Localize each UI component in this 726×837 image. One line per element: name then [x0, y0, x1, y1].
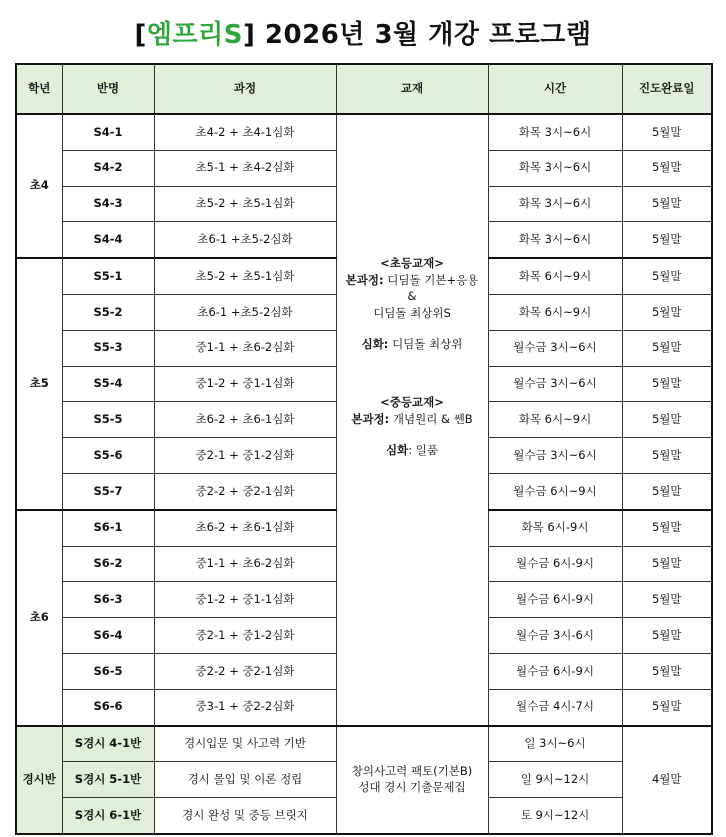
class-cell: S4-4: [62, 222, 154, 258]
class-cell: S6-4: [62, 618, 154, 654]
page-title: [엠프리S] 2026년 3월 개강 프로그램: [134, 20, 592, 50]
class-cell: S경시 5-1반: [62, 762, 154, 798]
mid-book-heading: <중등교재>: [380, 395, 444, 410]
time-cell: 월수금 4시-7시: [488, 689, 622, 725]
completion-cell: 5월말: [622, 689, 712, 725]
class-cell: S4-2: [62, 150, 154, 186]
completion-cell: 5월말: [622, 402, 712, 438]
grade-cell-g5: 초5: [16, 258, 62, 510]
class-cell: S5-3: [62, 330, 154, 366]
header-textbook: 교재: [336, 64, 488, 114]
time-cell: 화목 6시~9시: [488, 258, 622, 294]
table-row: [16, 726, 712, 762]
class-cell: S5-7: [62, 473, 154, 509]
course-cell: 중1-2 + 중1-1심화: [154, 582, 336, 618]
course-cell: 초5-1 + 초4-2심화: [154, 150, 336, 186]
course-cell: 초6-2 + 초6-1심화: [154, 510, 336, 546]
class-cell: S6-5: [62, 653, 154, 689]
completion-cell: 5월말: [622, 186, 712, 222]
time-cell: 화목 6시-9시: [488, 510, 622, 546]
completion-cell: 5월말: [622, 258, 712, 294]
time-cell: 화목 3시~6시: [488, 114, 622, 150]
time-cell: 월수금 3시-6시: [488, 618, 622, 654]
elem-book-heading: <초등교재>: [380, 256, 444, 271]
grade-cell-g6: 초6: [16, 510, 62, 726]
class-cell: S4-3: [62, 186, 154, 222]
course-cell: 초6-1 +초5-2심화: [154, 294, 336, 330]
course-cell: 중2-1 + 중1-2심화: [154, 618, 336, 654]
competition-textbook-cell: 창의사고력 팩토(기본B) 성대 경시 기출문제집: [336, 726, 488, 834]
course-cell: 초5-2 + 초5-1심화: [154, 258, 336, 294]
course-cell: 중1-2 + 중1-1심화: [154, 366, 336, 402]
course-cell: 초6-1 +초5-2심화: [154, 222, 336, 258]
time-cell: 월수금 6시-9시: [488, 546, 622, 582]
class-cell: S5-4: [62, 366, 154, 402]
course-cell: 초5-2 + 초5-1심화: [154, 186, 336, 222]
class-cell: S6-3: [62, 582, 154, 618]
course-cell: 중1-1 + 초6-2심화: [154, 546, 336, 582]
completion-cell: 5월말: [622, 618, 712, 654]
brand-name: 엠프리S: [146, 20, 243, 50]
class-cell: S6-6: [62, 689, 154, 725]
class-cell: S6-1: [62, 510, 154, 546]
time-cell: 화목 6시~9시: [488, 402, 622, 438]
grade-cell-competition: 경시반: [16, 726, 62, 834]
course-cell: 경시 몰입 및 이론 정립: [154, 762, 336, 798]
time-cell: 일 9시~12시: [488, 762, 622, 798]
time-cell: 월수금 3시~6시: [488, 366, 622, 402]
class-cell: S경시 4-1반: [62, 726, 154, 762]
completion-cell: 5월말: [622, 653, 712, 689]
completion-cell: 5월말: [622, 366, 712, 402]
completion-cell: 5월말: [622, 222, 712, 258]
header-course: 과정: [154, 64, 336, 114]
schedule-table: [15, 63, 713, 835]
header-time: 시간: [488, 64, 622, 114]
table-row: [16, 114, 712, 150]
class-cell: S4-1: [62, 114, 154, 150]
course-cell: 중2-2 + 중2-1심화: [154, 653, 336, 689]
time-cell: 월수금 3시~6시: [488, 438, 622, 474]
course-cell: 초4-2 + 초4-1심화: [154, 114, 336, 150]
header-row: [16, 64, 712, 114]
completion-cell: 5월말: [622, 473, 712, 509]
course-cell: 초6-2 + 초6-1심화: [154, 402, 336, 438]
class-cell: S5-6: [62, 438, 154, 474]
completion-cell: 5월말: [622, 114, 712, 150]
course-cell: 경시입문 및 사고력 기반: [154, 726, 336, 762]
class-cell: S5-2: [62, 294, 154, 330]
course-cell: 중2-1 + 중1-2심화: [154, 438, 336, 474]
time-cell: 화목 3시~6시: [488, 150, 622, 186]
time-cell: 월수금 6시~9시: [488, 473, 622, 509]
time-cell: 월수금 6시-9시: [488, 653, 622, 689]
completion-cell: 5월말: [622, 294, 712, 330]
header-grade: 학년: [16, 64, 62, 114]
completion-cell: 5월말: [622, 582, 712, 618]
completion-cell: 5월말: [622, 150, 712, 186]
time-cell: 월수금 3시~6시: [488, 330, 622, 366]
course-cell: 중3-1 + 중2-2심화: [154, 689, 336, 725]
class-cell: S5-5: [62, 402, 154, 438]
time-cell: 월수금 6시-9시: [488, 582, 622, 618]
time-cell: 화목 3시~6시: [488, 222, 622, 258]
competition-completion-cell: 4월말: [622, 726, 712, 834]
class-cell: S6-2: [62, 546, 154, 582]
completion-cell: 5월말: [622, 510, 712, 546]
time-cell: 일 3시~6시: [488, 726, 622, 762]
textbook-cell: <초등교재> 본과정: 디딤돌 기본+응용 & 디딤돌 최상위S 심화: 디딤돌 최상위 <중등교재> 본과정: 개념원리 & 쎈B 심화: 일품: [336, 114, 488, 726]
header-class: 반명: [62, 64, 154, 114]
header-completion: 진도완료일: [622, 64, 712, 114]
time-cell: 화목 3시~6시: [488, 186, 622, 222]
completion-cell: 5월말: [622, 438, 712, 474]
time-cell: 화목 6시~9시: [488, 294, 622, 330]
completion-cell: 5월말: [622, 330, 712, 366]
grade-cell-g4: 초4: [16, 114, 62, 258]
completion-cell: 5월말: [622, 546, 712, 582]
time-cell: 토 9시~12시: [488, 798, 622, 834]
class-cell: S5-1: [62, 258, 154, 294]
class-cell: S경시 6-1반: [62, 798, 154, 834]
course-cell: 중2-2 + 중2-1심화: [154, 473, 336, 509]
course-cell: 경시 완성 및 중등 브릿지: [154, 798, 336, 834]
course-cell: 중1-1 + 초6-2심화: [154, 330, 336, 366]
